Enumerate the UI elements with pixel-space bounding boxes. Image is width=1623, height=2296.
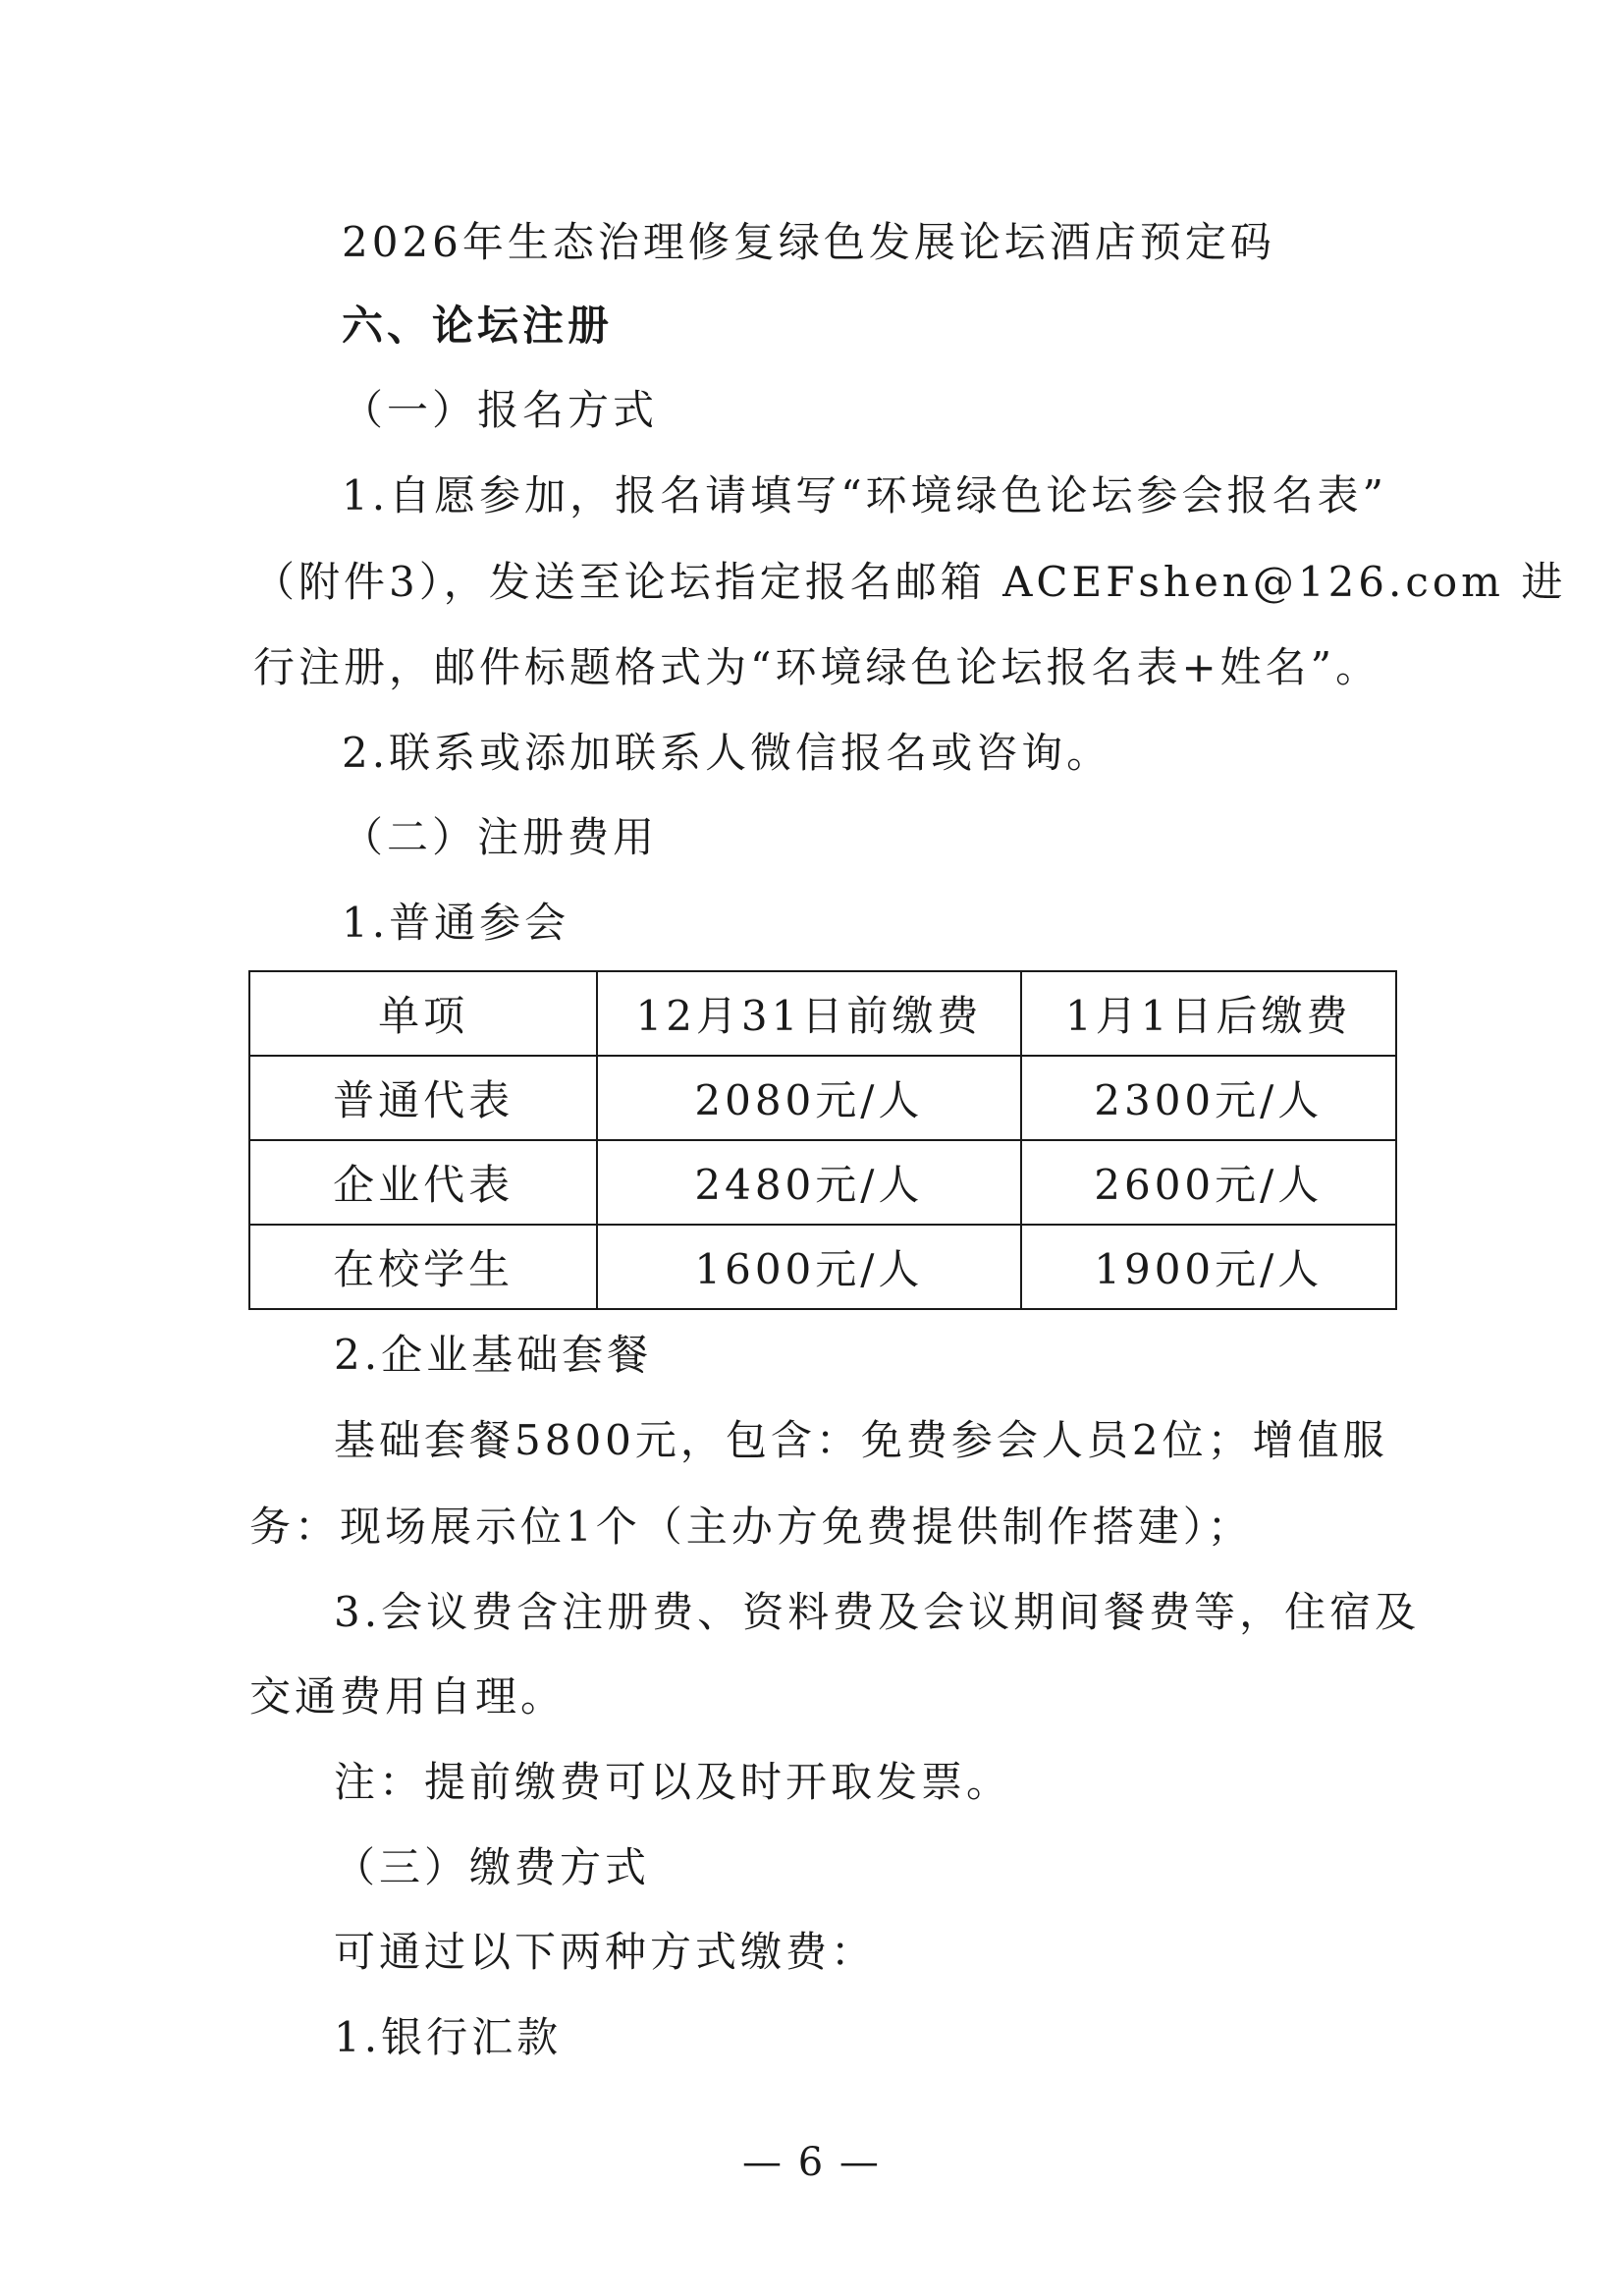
registration-paragraph-line: （附件3），发送至论坛指定报名邮箱 ACEFshen@126.com 进: [253, 558, 1567, 606]
fee-item-enterprise-package: 2.企业基础套餐: [334, 1331, 653, 1379]
fee-item-regular: 1.普通参会: [342, 899, 570, 947]
fee-item-inclusions-line: 交通费用自理。: [249, 1672, 567, 1721]
payment-intro: 可通过以下两种方式缴费：: [334, 1928, 877, 1976]
fee-table-cell: 2480元/人: [597, 1140, 1020, 1225]
fee-table-header: 单项: [249, 971, 597, 1056]
fee-item-inclusions-line: 3.会议费含注册费、资料费及会议期间餐费等，住宿及: [334, 1588, 1421, 1636]
registration-contact-line: 2.联系或添加联系人微信报名或咨询。: [342, 729, 1112, 777]
page-number: — 6 —: [742, 2140, 881, 2185]
fee-table-cell: 2600元/人: [1021, 1140, 1396, 1225]
subsection-heading-registration-method: （一）报名方式: [342, 386, 659, 434]
package-paragraph-line: 务：现场展示位1个（主办方免费提供制作搭建）；: [249, 1503, 1253, 1551]
section-heading: 六、论坛注册: [342, 301, 614, 350]
fee-table-cell: 普通代表: [249, 1056, 597, 1140]
subsection-heading-registration-fees: （二）注册费用: [342, 813, 659, 861]
fee-table-header: 1月1日后缴费: [1021, 971, 1396, 1056]
fee-table-row: [249, 1225, 1396, 1309]
registration-paragraph-line: 1.自愿参加，报名请填写“环境绿色论坛参会报名表”: [342, 471, 1388, 519]
fee-table-cell: 在校学生: [249, 1225, 597, 1309]
payment-item-bank-transfer: 1.银行汇款: [334, 2013, 563, 2061]
fee-table-cell: 2300元/人: [1021, 1056, 1396, 1140]
package-paragraph-line: 基础套餐5800元，包含：免费参会人员2位；增值服: [334, 1416, 1388, 1464]
fee-table-cell: 1900元/人: [1021, 1225, 1396, 1309]
fee-table-cell: 1600元/人: [597, 1225, 1020, 1309]
fee-table-header: 12月31日前缴费: [597, 971, 1020, 1056]
subsection-heading-payment-method: （三）缴费方式: [334, 1843, 651, 1891]
fee-table-row: [249, 1056, 1396, 1140]
fee-table-cell: 企业代表: [249, 1140, 597, 1225]
invoice-note: 注：提前缴费可以及时开取发票。: [334, 1758, 1012, 1806]
registration-paragraph-line: 行注册，邮件标题格式为“环境绿色论坛报名表+姓名”。: [253, 643, 1381, 691]
fee-table: [248, 970, 1397, 1310]
hotel-code-line: 2026年生态治理修复绿色发展论坛酒店预定码: [342, 218, 1275, 266]
fee-table-cell: 2080元/人: [597, 1056, 1020, 1140]
fee-table-header-row: [249, 971, 1396, 1056]
fee-table-row: [249, 1140, 1396, 1225]
